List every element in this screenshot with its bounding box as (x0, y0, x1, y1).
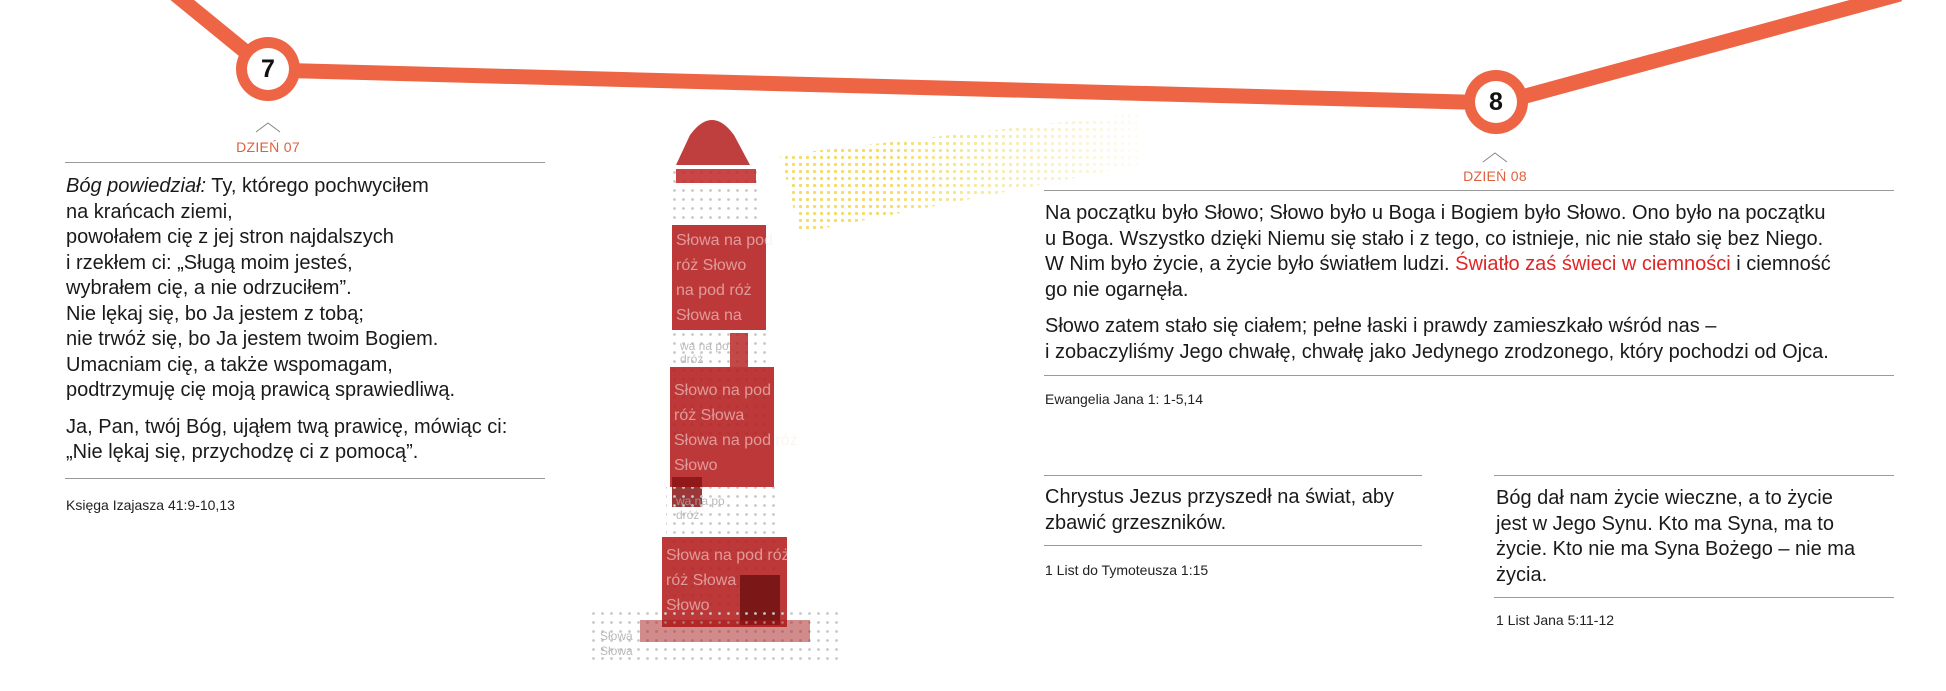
scripture-reference: 1 List Jana 5:11-12 (1496, 612, 1615, 628)
scripture-reference: Księga Izajasza 41:9-10,13 (66, 497, 235, 513)
verse-box-2 (1496, 486, 1896, 588)
svg-text:Słowa na: Słowa na (676, 307, 742, 324)
svg-text:róż Słowa: róż Słowa (666, 572, 737, 589)
passage-line: Na początku było Słowo; Słowo było u Boga i Bogiem było Słowo. Ono było na początku (1045, 202, 1826, 224)
passage-line: go nie ogarnęła. (1045, 278, 1189, 301)
svg-text:róż Słowa: róż Słowa (674, 407, 745, 424)
passage-line: Chrystus Jezus przyszedł na świat, aby (1045, 486, 1395, 508)
svg-text:Słowa na pod: Słowa na pod (676, 232, 773, 249)
passage-lead: Bóg powiedział: (66, 175, 207, 197)
caret-up-icon (255, 121, 281, 133)
passage-line: życie. Kto nie ma Syna Bożego – nie ma (1496, 538, 1856, 560)
lighthouse-lantern (676, 120, 750, 165)
passage-line: Bóg dał nam życie wieczne, a to życie (1496, 487, 1833, 509)
passage-line: nie trwóż się, bo Ja jestem twoim Bogiem. (66, 328, 439, 350)
svg-text:Słowa na pod róż: Słowa na pod róż (674, 432, 798, 449)
svg-text:dróż: dróż (680, 352, 704, 366)
passage-line: zbawić grzeszników. (1045, 511, 1227, 534)
divider (1044, 545, 1422, 546)
milestone-8 (1464, 70, 1528, 134)
svg-text:Słowa: Słowa (600, 644, 633, 658)
svg-text:Słowo na pod: Słowo na pod (674, 382, 771, 399)
passage-line: Słowo zatem stało się ciałem; pełne łaski i prawdy zamieszkało wśród nas – (1045, 315, 1717, 337)
milestone-number: 8 (1475, 81, 1517, 123)
svg-text:Słowo: Słowo (666, 597, 710, 614)
passage-line: Umacniam cię, a także wspomagam, (66, 353, 393, 376)
divider (65, 478, 545, 479)
caret-up-icon (1482, 151, 1508, 163)
passage-line: wybrałem cię, a nie odrzuciłem”. (66, 277, 352, 299)
svg-text:Słowa na pod róż: Słowa na pod róż (666, 547, 790, 564)
divider (1044, 475, 1422, 476)
svg-text:wa na po: wa na po (680, 339, 729, 353)
passage-line: Nie lękaj się, bo Ja jestem z tobą; (66, 302, 364, 325)
divider (1044, 190, 1894, 191)
divider (65, 162, 545, 163)
passage-line: na krańcach ziemi, (66, 200, 233, 223)
passage-line: i rzekłem ci: „Sługą moim jesteś, (66, 251, 353, 274)
passage-line: jest w Jego Synu. Kto ma Syna, ma to (1496, 512, 1834, 535)
svg-text:na pod róż: na pod róż (676, 282, 752, 299)
divider (1494, 475, 1894, 476)
passage-line: podtrzymuję cię moją prawicą sprawiedliwą. (66, 379, 456, 401)
scripture-reference: 1 List do Tymoteusza 1:15 (1045, 562, 1209, 578)
passage-line: życia. (1496, 563, 1548, 586)
passage-line: powołałem cię z jej stron najdalszych (66, 226, 394, 248)
divider (1044, 375, 1894, 376)
milestone-7 (236, 37, 300, 101)
passage-line: „Nie lękaj się, przychodzę ci z pomocą”. (66, 441, 419, 463)
svg-text:dróż: dróż (676, 508, 700, 522)
highlight-text: Światło zaś świeci w ciemności (1455, 253, 1731, 275)
svg-text:wa na po: wa na po (676, 494, 725, 508)
passage-line: Ja, Pan, twój Bóg, ująłem twą prawicę, mówiąc ci: (66, 415, 508, 438)
passage-line: i zobaczyliśmy Jego chwałę, chwałę jako Jedynego zrodzonego, który pochodzi od Ojca. (1045, 340, 1829, 363)
day7-passage: Bóg powiedział: Ty, którego pochwyciłem na krańcach ziemi, powołałem cię z jej stron najdalszych i rzekłem ci: „Sługą moim jesteś, wybrałem cię, a nie odrzuciłem”. Nie lękaj się, bo Ja jestem z tobą; nie trwóż się, bo Ja jestem twoim Bogiem. Umacniam cię, a także wspomagam, podtrzymuję cię moją prawicą sprawiedliwą. Ja, Pan, twój Bóg, ująłem twą prawicę, mówiąc ci: „Nie lękaj się, przychodzę ci z pomocą”. (66, 174, 556, 466)
day8-passage: Na początku było Słowo; Słowo było u Boga i Bogiem było Słowo. Ono było na początku u Boga. Wszystko dzięki Niemu się stało i z tego, co istnieje, nic nie stało się bez Niego. W Nim było życie, a życie było światłem ludzi. Światło zaś świeci w ciemności i ciemność go nie ogarnęła. Słowo zatem stało się ciałem; pełne łaski i prawdy zamieszkało wśród nas – i zobaczyliśmy Jego chwałę, chwałę jako Jedynego zrodzonego, który pochodzi od Ojca. (1045, 201, 1905, 365)
milestone-number: 7 (247, 48, 289, 90)
svg-text:Słowa: Słowa (600, 629, 633, 643)
svg-text:róż Słowo: róż Słowo (676, 257, 747, 274)
day-label-08: DZIEŃ 08 (1463, 168, 1527, 184)
scripture-reference: Ewangelia Jana 1: 1-5,14 (1045, 391, 1203, 407)
verse-box-1 (1045, 485, 1425, 536)
day-label-07: DZIEŃ 07 (236, 139, 300, 155)
passage-line: u Boga. Wszystko dzięki Niemu się stało i z tego, co istnieje, nic nie stało się bez Niego. (1045, 227, 1824, 250)
svg-text:Słowo: Słowo (674, 457, 718, 474)
divider (1494, 597, 1894, 598)
